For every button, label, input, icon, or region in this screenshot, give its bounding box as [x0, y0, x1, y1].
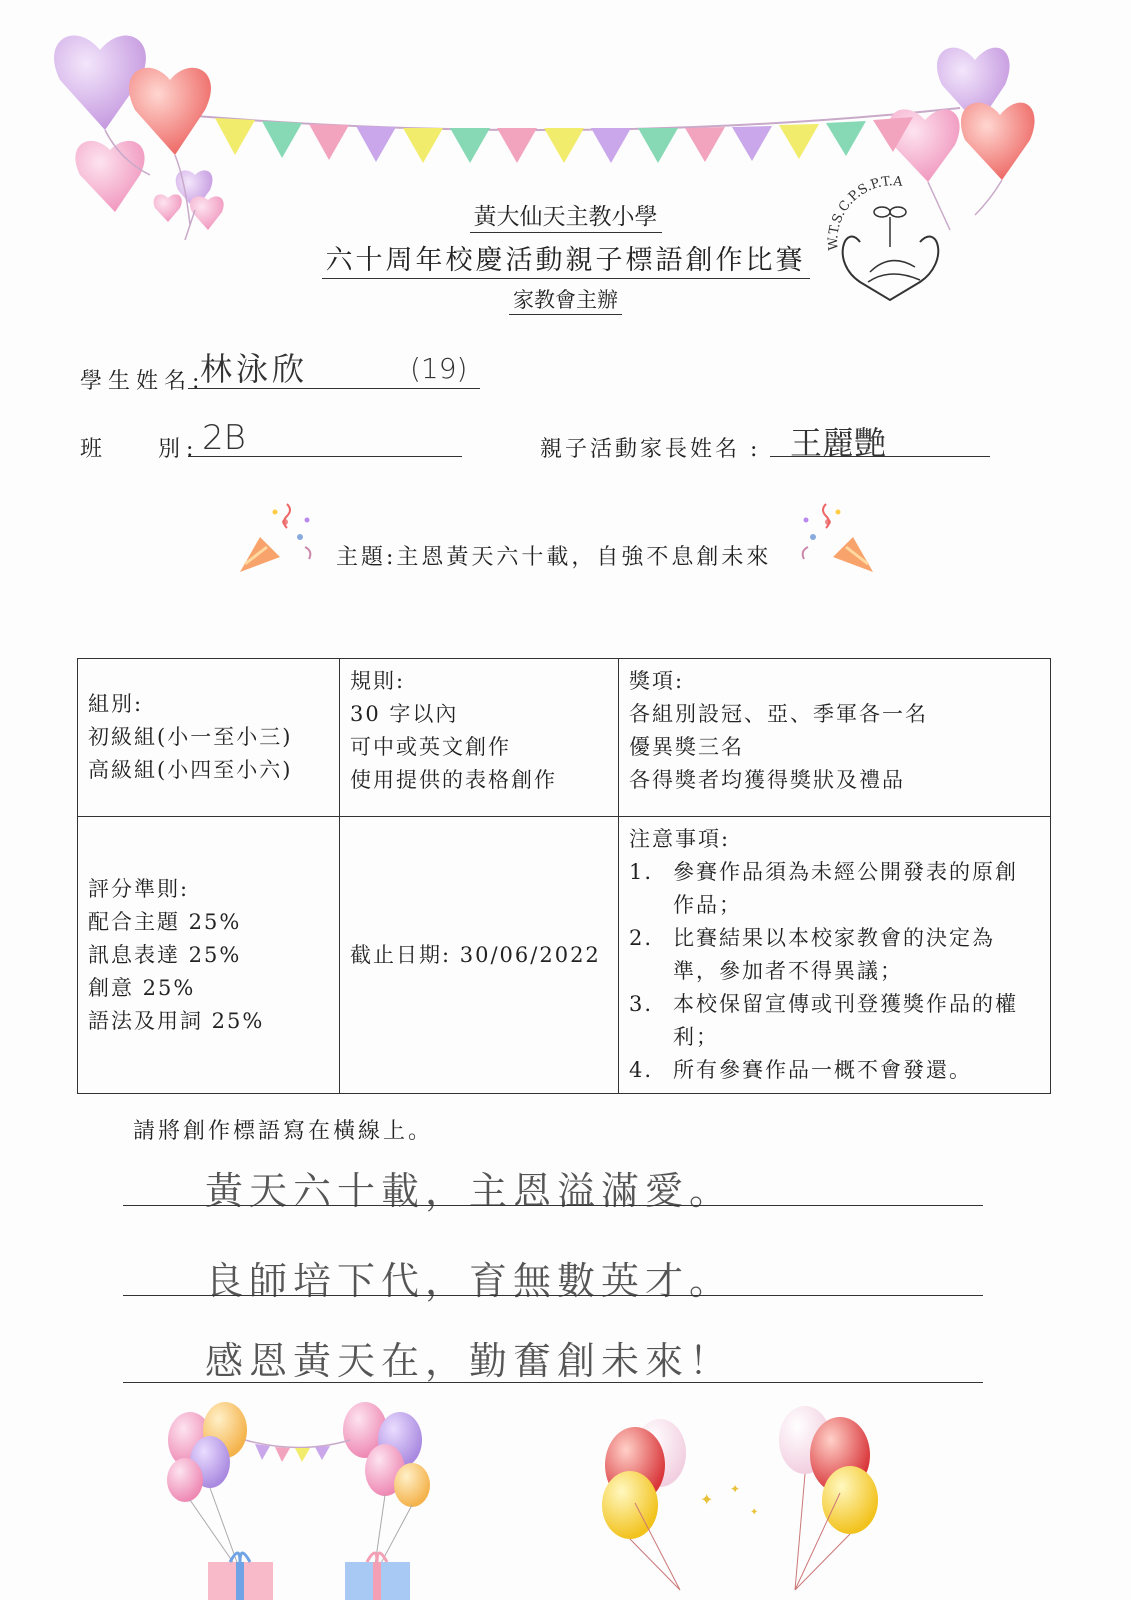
notes-cell: 注意事項: 1. 參賽作品須為未經公開發表的原創作品； 2. 比賽結果以本校家教會的決定為準，參加者不得異議； 3. 本校保留宣傳或刊登獲獎作品的權利； 4. 所有參賽作品一概不會發還。 [619, 817, 1051, 1094]
rules-cell: 規則: 30 字以內 可中或英文創作 使用提供的表格創作 [340, 659, 619, 817]
class-label: 班 [80, 437, 109, 462]
party-popper-icon [225, 492, 325, 582]
deadline-cell: 截止日期: 30/06/2022 [340, 817, 619, 1094]
criteria-cell: 評分準則: 配合主題 25% 訊息表達 25% 創意 25% 語法及用詞 25% [78, 817, 340, 1094]
pta-logo [820, 172, 960, 312]
slogan-line-2: 良師培下代，育無數英才。 [205, 1259, 734, 1303]
student-name-label: 學生姓名: [80, 369, 206, 394]
svg-text:✦: ✦ [750, 1507, 759, 1518]
note-item: 4. 所有參賽作品一概不會發還。 [629, 1058, 972, 1082]
class-label-suffix: 別: [158, 437, 200, 462]
note-item: 3. 本校保留宣傳或刊登獲獎作品的權利； [629, 992, 1018, 1049]
bottom-right-decoration [580, 1405, 900, 1600]
student-name-value: 林泳欣 [200, 350, 309, 388]
contest-title: 六十周年校慶活動親子標語創作比賽 [0, 238, 1131, 277]
svg-text:✦: ✦ [700, 1490, 714, 1509]
svg-text:✦: ✦ [730, 1482, 741, 1496]
instruction: 請將創作標語寫在橫線上。 [133, 1119, 434, 1144]
theme: 主題:主恩黃天六十載，自強不息創未來 [336, 545, 772, 570]
gift-box-icon [208, 1553, 410, 1600]
note-item: 1. 參賽作品須為未經公開發表的原創作品； [629, 860, 1018, 917]
school-name: 黃大仙天主教小學 [0, 198, 1131, 231]
student-number: (19) [410, 352, 468, 385]
rules-table [77, 658, 1051, 1094]
awards-cell: 獎項: 各組別設冠、亞、季軍各一名 優異獎三名 各得獎者均獲得獎狀及禮品 [619, 659, 1051, 817]
bottom-left-decoration [150, 1400, 450, 1600]
svg-text:W.T.S.C.P.S.P.T.A: W.T.S.C.P.S.P.T.A [826, 174, 904, 251]
party-popper-icon [788, 492, 888, 582]
slogan-line-1: 黃天六十載，主恩溢滿愛。 [205, 1169, 734, 1213]
parent-name-value: 王麗艷 [790, 424, 887, 462]
note-item: 2. 比賽結果以本校家教會的決定為準，參加者不得異議； [629, 926, 995, 983]
class-value: 2B [202, 418, 246, 458]
organizer: 家教會主辦 [0, 284, 1131, 314]
parent-name-label: 親子活動家長姓名 : [540, 437, 761, 462]
slogan-line-3: 感恩黃天在，勤奮創未來！ [205, 1339, 734, 1383]
groups-cell: 組別: 初級組(小一至小三) 高級組(小四至小六) [78, 659, 340, 817]
